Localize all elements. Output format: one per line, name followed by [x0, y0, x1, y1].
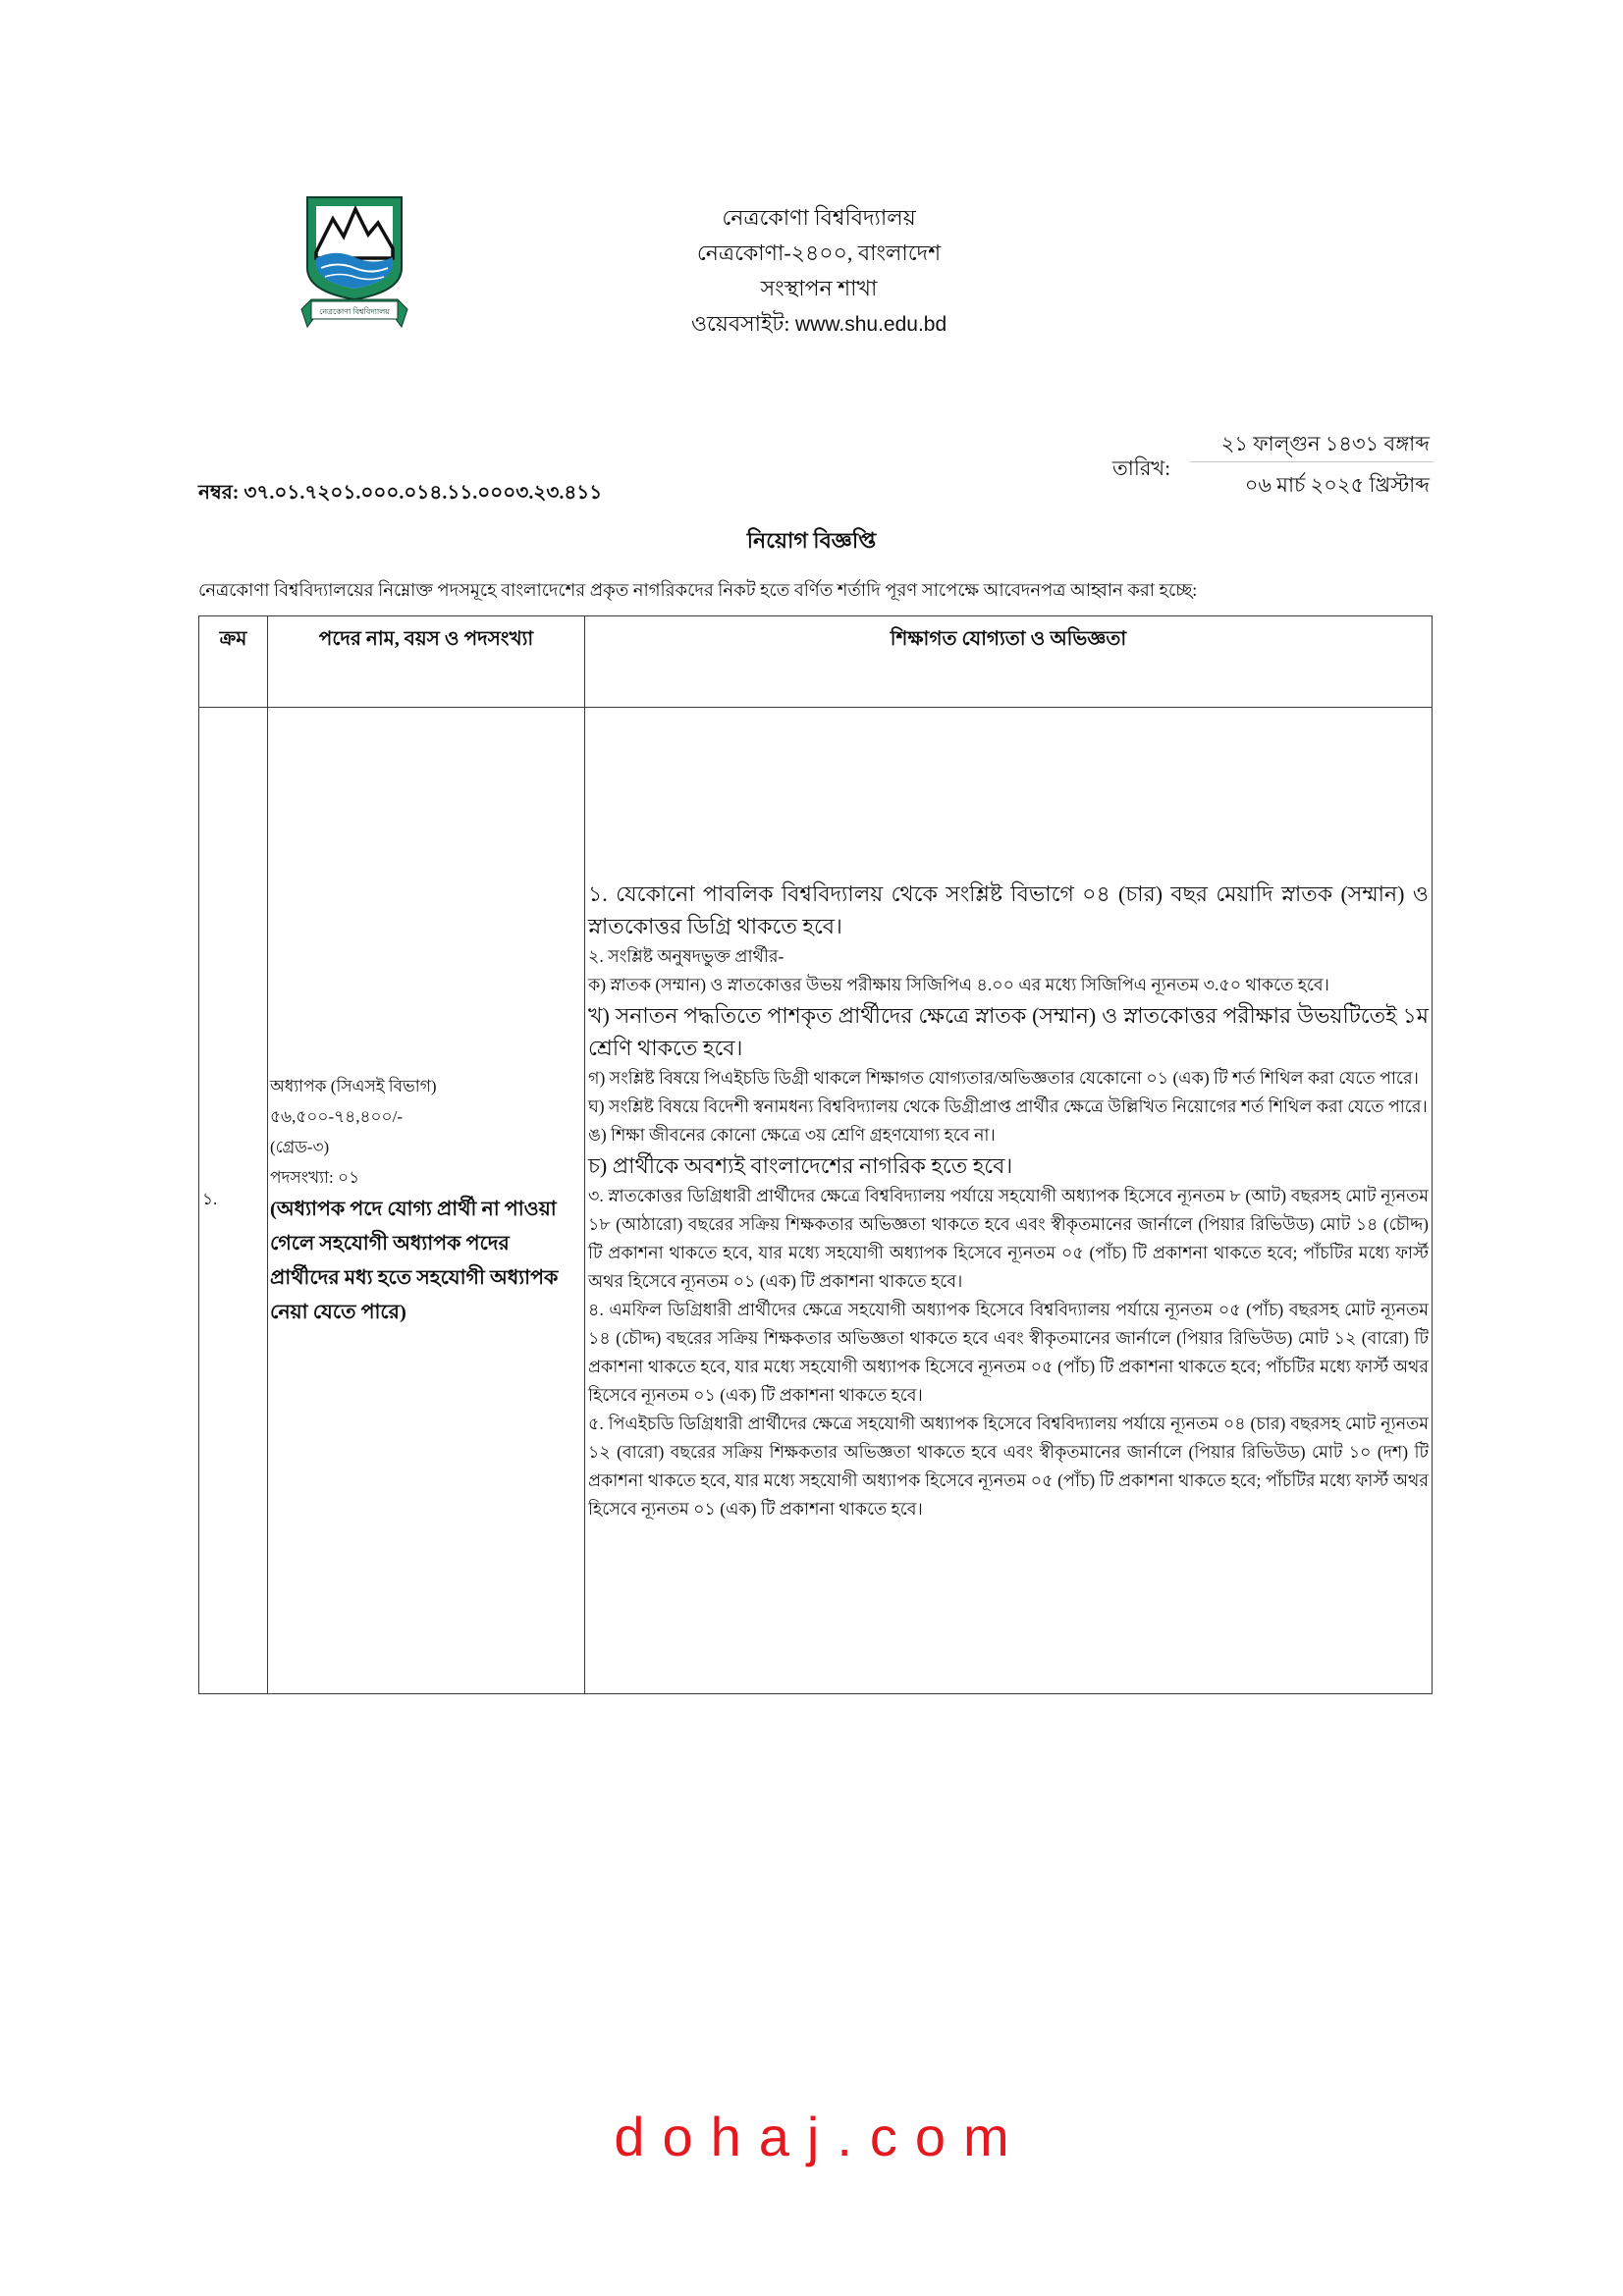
letterhead: [622, 200, 1015, 343]
watermark: dohaj.com: [614, 2106, 1027, 2167]
date-label: তারিখ:: [1112, 456, 1171, 480]
university-address: নেত্রকোণা-২৪০০, বাংলাদেশ: [696, 240, 942, 265]
qualification-item: ২. সংশ্লিষ্ট অনুষদভুক্ত প্রার্থীর-: [588, 946, 784, 966]
notice-title: নিয়োগ বিজ্ঞপ্তি: [746, 528, 877, 553]
qualification-item: ক) স্নাতক (সম্মান) ও স্নাতকোত্তর উভয় পরীক্ষায় সিজিপিএ ৪.০০ এর মধ্যে সিজিপিএ ন্যূনতম ৩.৫০ থাকতে হবে।: [588, 975, 1329, 994]
section-name: সংস্থাপন শাখা: [760, 276, 878, 300]
website-line: [622, 306, 1015, 343]
date-gregorian: ০৬ মার্চ ২০২৫ খ্রিস্টাব্দ: [1244, 473, 1430, 497]
memo-number-value: ৩৭.০১.৭২০১.০০০.০১৪.১১.০০০৩.২৩.৪১১: [243, 482, 603, 504]
qualification-item: ৫. পিএইচডি ডিগ্রিধারী প্রার্থীদের ক্ষেত্রে সহযোগী অধ্যাপক হিসেবে বিশ্ববিদ্যালয় পর্যায়ে ন্যূনতম ০৪ (চার) বছরসহ মোট ন্যূনতম ১২ (বারো) বছরের সক্রিয় শিক্ষকতার অভিজ্ঞতা থাকতে হবে এবং স্বীকৃতমানের জার্নালে (পিয়ার রিভিউড) মোট ১০ (দশ) টি প্রকাশনা থাকতে হবে, যার মধ্যে সহযোগী অধ্যাপক হিসেবে ন্যূনতম ০৫ (পাঁচ) টি প্রকাশনা থাকতে হবে; পাঁচটির মধ্যে ফার্স্ট অথর হিসেবে ন্যূনতম ০১ (এক) টি প্রকাশনা থাকতে হবে।: [588, 1414, 1429, 1519]
row-post-details: [268, 708, 585, 1694]
memo-number: [198, 478, 602, 507]
qualification-item: ৩. স্নাতকোত্তর ডিগ্রিধারী প্রার্থীদের ক্ষেত্রে বিশ্ববিদ্যালয় পর্যায়ে সহযোগী অধ্যাপক হিসেবে ন্যূনতম ৮ (আট) বছরসহ মোট ন্যূনতম ১৮ (আঠারো) বছরের সক্রিয় শিক্ষকতার অভিজ্ঞতা থাকতে হবে এবং স্বীকৃতমানের জার্নালে (পিয়ার রিভিউড) মোট ১৪ (চৌদ্দ) টি প্রকাশনা থাকতে হবে, যার মধ্যে সহযোগী অধ্যাপক হিসেবে ন্যূনতম ০৫ (পাঁচ) টি প্রকাশনা থাকতে হবে; পাঁচটির মধ্যে ফার্স্ট অথর হিসেবে ন্যূনতম ০১ (এক) টি প্রকাশনা থাকতে হবে।: [588, 1186, 1429, 1291]
qualification-item: ঘ) সংশ্লিষ্ট বিষয়ে বিদেশী স্বনামধন্য বিশ্ববিদ্যালয় থেকে ডিগ্রীপ্রাপ্ত প্রার্থীর ক্ষেত্রে উল্লিখিত নিয়োগের শর্ত শিথিল করা যেতে পারে।: [588, 1096, 1428, 1116]
university-logo: [299, 189, 409, 335]
notice-body: [198, 577, 1432, 1694]
qualification-item: ঙ) শিক্ষা জীবনের কোনো ক্ষেত্রে ৩য় শ্রেণি গ্রহণযোগ্য হবে না।: [588, 1125, 996, 1145]
qualification-item: ১. যেকোনো পাবলিক বিশ্ববিদ্যালয় থেকে সংশ্লিষ্ট বিভাগে ০৪ (চার) বছর মেয়াদি স্নাতক (সম্মান) ও স্নাতকোত্তর ডিগ্রি থাকতে হবে।: [588, 881, 1429, 938]
post-grade: (গ্রেড-৩): [270, 1138, 330, 1156]
university-name: নেত্রকোণা বিশ্ববিদ্যালয়: [722, 205, 916, 230]
post-note: (অধ্যাপক পদে যোগ্য প্রার্থী না পাওয়া গেলে সহযোগী অধ্যাপক পদের প্রার্থীদের মধ্য হতে সহযোগী অধ্যাপক নেয়া যেতে পারে): [270, 1199, 559, 1323]
qualification-item: ৪. এমফিল ডিগ্রিধারী প্রার্থীদের ক্ষেত্রে সহযোগী অধ্যাপক হিসেবে বিশ্ববিদ্যালয় পর্যায়ে ন্যূনতম ০৫ (পাঁচ) বছরসহ মোট ন্যূনতম ১৪ (চৌদ্দ) বছরের সক্রিয় শিক্ষকতার অভিজ্ঞতা থাকতে হবে এবং স্বীকৃতমানের জার্নালে (পিয়ার রিভিউড) মোট ১২ (বারো) টি প্রকাশনা থাকতে হবে, যার মধ্যে সহযোগী অধ্যাপক হিসেবে ন্যূনতম ০৫ (পাঁচ) টি প্রকাশনা থাকতে হবে; পাঁচটির মধ্যে ফার্স্ট অথর হিসেবে ন্যূনতম ০১ (এক) টি প্রকাশনা থাকতে হবে।: [588, 1300, 1429, 1405]
post-pay-scale: ৫৬,৫০০-৭৪,৪০০/-: [270, 1107, 403, 1126]
post-name: অধ্যাপক (সিএসই বিভাগ): [270, 1077, 437, 1095]
header-post: পদের নাম, বয়স ও পদসংখ্যা: [268, 616, 585, 708]
logo-banner-text: নেত্রকোণা বিশ্ববিদ্যালয়: [319, 307, 390, 316]
table-header-row: [199, 616, 1433, 708]
university-logo-emblem: [299, 189, 409, 335]
qualification-item: চ) প্রার্থীকে অবশ্যই বাংলাদেশের নাগরিক হতে হবে।: [588, 1153, 1013, 1178]
qualification-item: গ) সংশ্লিষ্ট বিষয়ে পিএইচডি ডিগ্রী থাকলে শিক্ষাগত যোগ্যতার/অভিজ্ঞতার যেকোনো ০১ (এক) টি শর্ত শিথিল করা যেতে পারে।: [588, 1068, 1419, 1088]
memo-number-label: নম্বর:: [198, 482, 240, 504]
row-qualifications: [585, 708, 1433, 1694]
vacancy-table: [198, 615, 1433, 1694]
header-qualification: শিক্ষাগত যোগ্যতা ও অভিজ্ঞতা: [585, 616, 1433, 708]
website-label: ওয়েবসাইট:: [690, 311, 790, 336]
header-serial: ক্রম: [199, 616, 268, 708]
website-url: www.shu.edu.bd: [795, 313, 947, 336]
date-bangla: ২১ ফাল্গুন ১৪৩১ বঙ্গাব্দ: [1190, 426, 1434, 462]
qualification-item: খ) সনাতন পদ্ধতিতে পাশকৃত প্রার্থীদের ক্ষেত্রে স্নাতক (সম্মান) ও স্নাতকোত্তর পরীক্ষার উভয়টিতেই ১ম শ্রেণি থাকতে হবে।: [588, 1003, 1429, 1060]
date-block: [1190, 426, 1434, 507]
row-serial: ১.: [199, 708, 268, 1694]
table-row: [199, 708, 1433, 1694]
notice-intro: নেত্রকোণা বিশ্ববিদ্যালয়ের নিম্নোক্ত পদসমূহে বাংলাদেশের প্রকৃত নাগরিকদের নিকট হতে বর্ণিত শর্তাদি পূরণ সাপেক্ষে আবেদনপত্র আহ্বান করা হচ্ছে:: [198, 580, 1198, 600]
post-count: পদসংখ্যা: ০১: [270, 1168, 360, 1187]
